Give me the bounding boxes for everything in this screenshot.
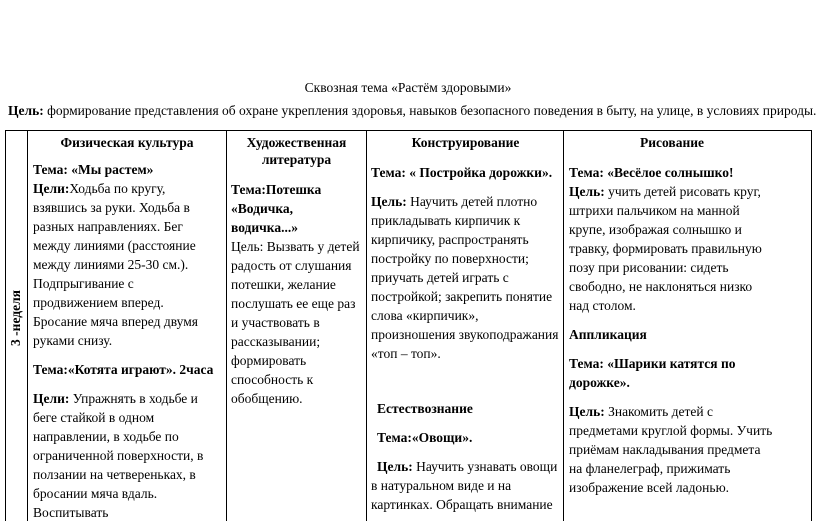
- theme-line: Тема: «Мы растем»: [33, 162, 154, 177]
- goal-label: Цель:: [8, 103, 44, 118]
- theme-line: Тема: «Шарики катятся по дорожке».: [569, 356, 736, 390]
- section-header-nature: Естествознание: [377, 401, 473, 416]
- goal-paragraph: Цель: учить детей рисовать круг, штрихи пальчиком на манной крупе, изображая солнышко и травку, формировать правильную позу при рисовании: сидеть свободно, не наклоняться низко над столом.: [569, 184, 762, 313]
- column-header: Рисование: [639, 135, 705, 150]
- table-divider: [366, 130, 367, 521]
- goal-paragraph: Цель: Вызвать у детей радость от слушания потешки, желание послушать ее еще раз и участвовать в рассказывании; формировать способность к обобщению.: [231, 239, 360, 406]
- theme-line: Тема:«Овощи».: [377, 430, 473, 445]
- table-right-border: [811, 130, 812, 521]
- column-header: Конструирование: [411, 135, 520, 150]
- column-drawing: [569, 134, 775, 497]
- goal-paragraph: Цель: Научить детей плотно прикладывать кирпичик к кирпичику, распространять постройку по поверхности; приучать детей играть с постройкой; закрепить понятие слова «кирпичик», произношения звукоподражания «топ – топ».: [371, 194, 559, 361]
- theme-line: Тема: « Постройка дорожки».: [371, 165, 553, 180]
- table-top-border: [5, 130, 812, 131]
- table-divider: [563, 130, 564, 521]
- goal-paragraph: Цели:Ходьба по кругу, взявшись за руки. Ходьба в разных направлениях. Бег между линиями (расстояние между линиями 25-30 см.). Подпрыгивание с продвижением вперед. Бросание мяча вперед двумя руками снизу.: [33, 181, 198, 348]
- page-title: Сквозная тема «Растём здоровыми»: [304, 80, 512, 95]
- goal-paragraph: Цель: Знакомить детей с предметами круглой формы. Учить приёмам накладывания предмета на фланелеграф, прижимать изображение всей ладонью.: [569, 404, 773, 495]
- table-divider: [27, 130, 28, 521]
- column-literature: [231, 134, 362, 408]
- goal-text: формирование представления об охране укрепления здоровья, навыков безопасного поведения в быту, на улице, в условиях природы.: [43, 103, 816, 118]
- section-header-applique: Аппликация: [569, 327, 647, 342]
- theme-line: Тема:Потешка «Водичка, водичка...»: [231, 182, 322, 235]
- column-header: Художественная литература: [246, 135, 347, 167]
- theme-line: Тема:«Котята играют». 2часа: [33, 362, 214, 377]
- week-label: 3 -неделя: [8, 290, 24, 346]
- goal-paragraph: Цель: Научить узнавать овощи в натуральном виде и на картинках. Обращать внимание: [371, 459, 558, 512]
- column-header: Физическая культура: [60, 135, 194, 150]
- goal-paragraph: Цели: Упражнять в ходьбе и беге стайкой в одном направлении, в ходьбе по ограниченной поверхности, в ползании на четвереньках, в бросании мяча вдаль. Воспитывать: [33, 391, 204, 520]
- table-divider: [226, 130, 227, 521]
- column-construction: [371, 134, 560, 514]
- theme-line: Тема: «Весёлое солнышко!: [569, 165, 734, 180]
- column-physical-education: [33, 134, 221, 522]
